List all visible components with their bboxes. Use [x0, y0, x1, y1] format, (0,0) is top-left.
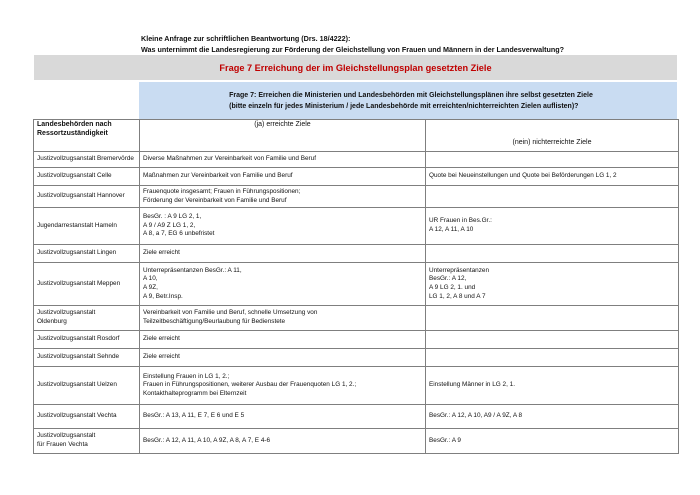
not-reached-cell: Unterrepräsentanzen BesGr.: A 12, A 9 LG 2, 1. und LG 1, 2, A 8 und A 7	[426, 263, 679, 306]
table-row	[34, 405, 679, 429]
reached-cell: BesGr.: A 12, A 11, A 10, A 9Z, A 8, A 7, E 4-6	[140, 429, 426, 454]
table-row	[34, 152, 679, 168]
authority-cell: Justizvollzugsanstalt Lingen	[34, 245, 140, 263]
header-line-2: Was unternimmt die Landesregierung zur Förderung der Gleichstellung von Frauen und Männern in der Landesverwaltung?	[141, 45, 565, 54]
not-reached-cell: Quote bei Neueinstellungen und Quote bei Beförderungen LG 1, 2	[426, 168, 679, 186]
table-row	[34, 331, 679, 349]
not-reached-cell: Einstellung Männer in LG 2, 1.	[426, 367, 679, 405]
table-row	[34, 208, 679, 245]
reached-cell: Ziele erreicht	[140, 349, 426, 367]
goals-table	[33, 119, 679, 454]
not-reached-cell: UR Frauen in Bes.Gr.: A 12, A 11, A 10	[426, 208, 679, 245]
table-row	[34, 245, 679, 263]
reached-cell: Ziele erreicht	[140, 331, 426, 349]
reached-cell: Unterrepräsentanzen BesGr.: A 11, A 10, A 9Z, A 9, Betr.Insp.	[140, 263, 426, 306]
authority-cell: Justizvollzugsanstalt Meppen	[34, 263, 140, 306]
table-header-row	[34, 120, 679, 152]
reached-cell: Vereinbarkeit von Familie und Beruf, schnelle Umsetzung von Teilzeitbeschäftigung/Beurlaubung für Bedienstete	[140, 306, 426, 331]
reached-cell: BesGr. : A 9 LG 2, 1, A 9 / A9 Z LG 1, 2, A 8, a 7, EG 6 unbefristet	[140, 208, 426, 245]
question-line-2: (bitte einzeln für jedes Ministerium / jede Landesbehörde mit erreichten/nichterreichten Zielen auflisten)?	[229, 102, 579, 110]
reached-cell: Frauenquote insgesamt; Frauen in Führungspositionen; Förderung der Vereinbarkeit von Familie und Beruf	[140, 186, 426, 208]
authority-cell: Justizvollzugsanstalt Bremervörde	[34, 152, 140, 168]
table-row	[34, 306, 679, 331]
header-line-1: Kleine Anfrage zur schriftlichen Beantwortung (Drs. 18/4222):	[141, 34, 351, 43]
table-row	[34, 263, 679, 306]
not-reached-cell	[426, 306, 679, 331]
reached-cell: Ziele erreicht	[140, 245, 426, 263]
authority-cell: Justizvollzugsanstalt Uelzen	[34, 367, 140, 405]
document-header	[141, 33, 564, 55]
question-line-1: Frage 7: Erreichen die Ministerien und Landesbehörden mit Gleichstellungsplänen ihre selbst gesetzten Ziele	[229, 91, 593, 99]
table-row	[34, 186, 679, 208]
header-not-reached: (nein) nichterreichte Ziele	[426, 120, 679, 152]
table-row	[34, 429, 679, 454]
reached-cell: Einstellung Frauen in LG 1, 2.; Frauen in Führungspositionen, weiterer Ausbau der Frauenquoten LG 1, 2.; Kontakthalteprogramm bei Elternzeit	[140, 367, 426, 405]
header-authority: Landesbehörden nach Ressortzuständigkeit	[34, 120, 140, 152]
authority-cell: Justizvollzugsanstalt Rosdorf	[34, 331, 140, 349]
not-reached-cell	[426, 152, 679, 168]
section-banner	[34, 55, 677, 80]
authority-cell: Justizvollzugsanstalt Celle	[34, 168, 140, 186]
reached-cell: Diverse Maßnahmen zur Vereinbarkeit von Familie und Beruf	[140, 152, 426, 168]
not-reached-cell	[426, 186, 679, 208]
banner-title: Frage 7 Erreichung der im Gleichstellungsplan gesetzten Ziele	[219, 62, 492, 73]
table-row	[34, 367, 679, 405]
table-row	[34, 168, 679, 186]
authority-cell: Justizvollzugsanstalt für Frauen Vechta	[34, 429, 140, 454]
question-box	[139, 82, 677, 119]
not-reached-cell	[426, 245, 679, 263]
authority-cell: Justizvollzugsanstalt Sehnde	[34, 349, 140, 367]
table-row	[34, 349, 679, 367]
authority-cell: Justizvollzugsanstalt Vechta	[34, 405, 140, 429]
authority-cell: Justizvollzugsanstalt Hannover	[34, 186, 140, 208]
not-reached-cell	[426, 349, 679, 367]
header-reached: (ja) erreichte Ziele	[140, 120, 426, 152]
authority-cell: Jugendarrestanstalt Hameln	[34, 208, 140, 245]
authority-cell: Justizvollzugsanstalt Oldenburg	[34, 306, 140, 331]
not-reached-cell: BesGr.: A 12, A 10, A9 / A 9Z, A 8	[426, 405, 679, 429]
not-reached-cell	[426, 331, 679, 349]
reached-cell: Maßnahmen zur Vereinbarkeit von Familie und Beruf	[140, 168, 426, 186]
reached-cell: BesGr.: A 13, A 11, E 7, E 6 und E 5	[140, 405, 426, 429]
not-reached-cell: BesGr.: A 9	[426, 429, 679, 454]
